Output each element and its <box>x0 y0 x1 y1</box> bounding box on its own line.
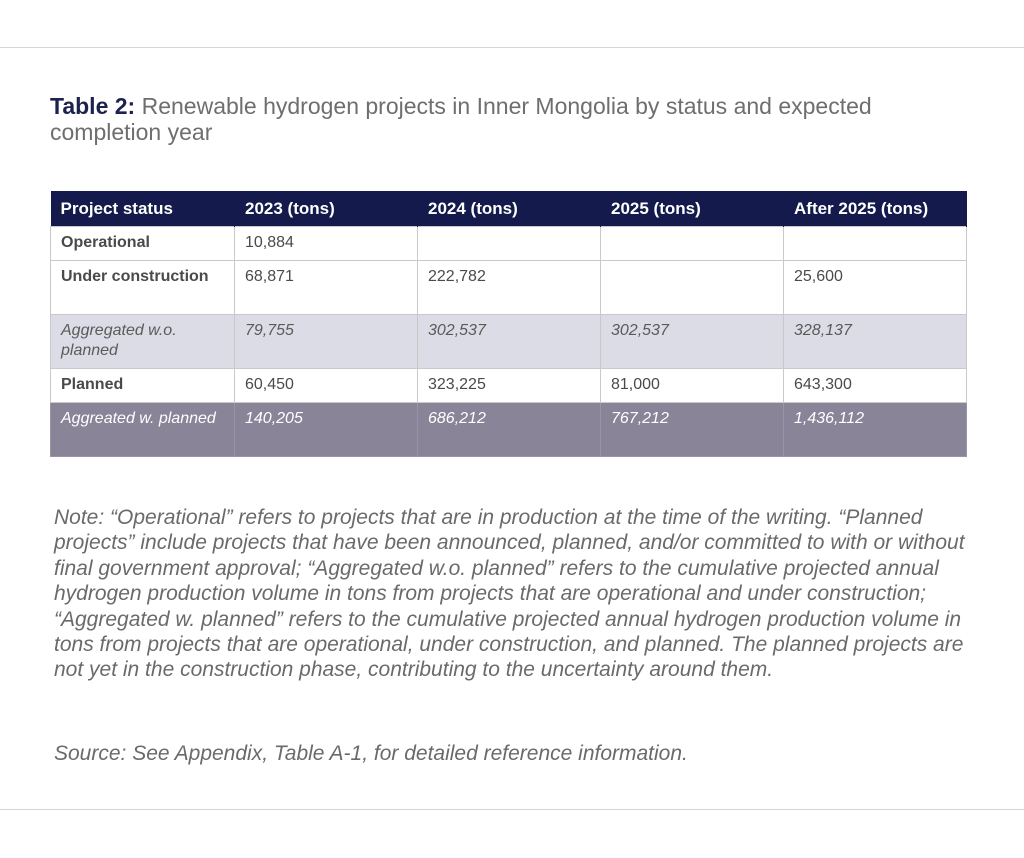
table-row <box>51 261 967 315</box>
cell-after-2025: 1,436,112 <box>784 403 967 457</box>
table-row <box>51 227 967 261</box>
cell-2024: 302,537 <box>418 315 601 369</box>
caption-label: Table 2: <box>50 93 136 119</box>
cell-2025 <box>601 261 784 315</box>
cell-2025 <box>601 227 784 261</box>
cell-2023: 10,884 <box>235 227 418 261</box>
row-status: Operational <box>51 227 235 261</box>
cell-2024: 222,782 <box>418 261 601 315</box>
cell-after-2025: 328,137 <box>784 315 967 369</box>
row-status: Aggreated w. planned <box>51 403 235 457</box>
table-header-row <box>51 191 967 227</box>
row-status: Under construction <box>51 261 235 315</box>
cell-2025: 302,537 <box>601 315 784 369</box>
cell-2023: 79,755 <box>235 315 418 369</box>
table-note: Note: “Operational” refers to projects that are in production at the time of the writing. “Planned projects” include projects that have been announced, planned, and/or committed to with or without final government approval; “Aggregated w.o. planned” refers to the cumulative projected annual hydrogen production volume in tons from projects that are operational and under construction; “Aggregated w. planned” refers to the cumulative projected annual hydrogen production volume in tons from projects that are operational, under construction, and planned. The planned projects are not yet in the construction phase, contributing to the uncertainty around them. <box>54 506 965 682</box>
cell-2024: 686,212 <box>418 403 601 457</box>
column-header: After 2025 (tons) <box>784 191 967 227</box>
cell-2023: 68,871 <box>235 261 418 315</box>
cell-2025: 767,212 <box>601 403 784 457</box>
cell-2023: 60,450 <box>235 369 418 403</box>
bottom-divider <box>0 809 1024 810</box>
column-header: 2025 (tons) <box>601 191 784 227</box>
column-header: 2023 (tons) <box>235 191 418 227</box>
cell-after-2025: 25,600 <box>784 261 967 315</box>
top-divider <box>0 47 1024 48</box>
cell-2024: 323,225 <box>418 369 601 403</box>
table-source: Source: See Appendix, Table A-1, for detailed reference information. <box>54 742 688 765</box>
table-row <box>51 369 967 403</box>
row-status: Aggregated w.o. planned <box>51 315 235 369</box>
row-status: Planned <box>51 369 235 403</box>
cell-2025: 81,000 <box>601 369 784 403</box>
column-header: 2024 (tons) <box>418 191 601 227</box>
table-caption <box>50 93 950 145</box>
table-row <box>51 315 967 369</box>
cell-2024 <box>418 227 601 261</box>
caption-text: Renewable hydrogen projects in Inner Mongolia by status and expected completion year <box>50 93 872 145</box>
cell-2023: 140,205 <box>235 403 418 457</box>
cell-after-2025: 643,300 <box>784 369 967 403</box>
hydrogen-projects-table <box>50 191 967 457</box>
cell-after-2025 <box>784 227 967 261</box>
column-header: Project status <box>51 191 235 227</box>
table-row <box>51 403 967 457</box>
